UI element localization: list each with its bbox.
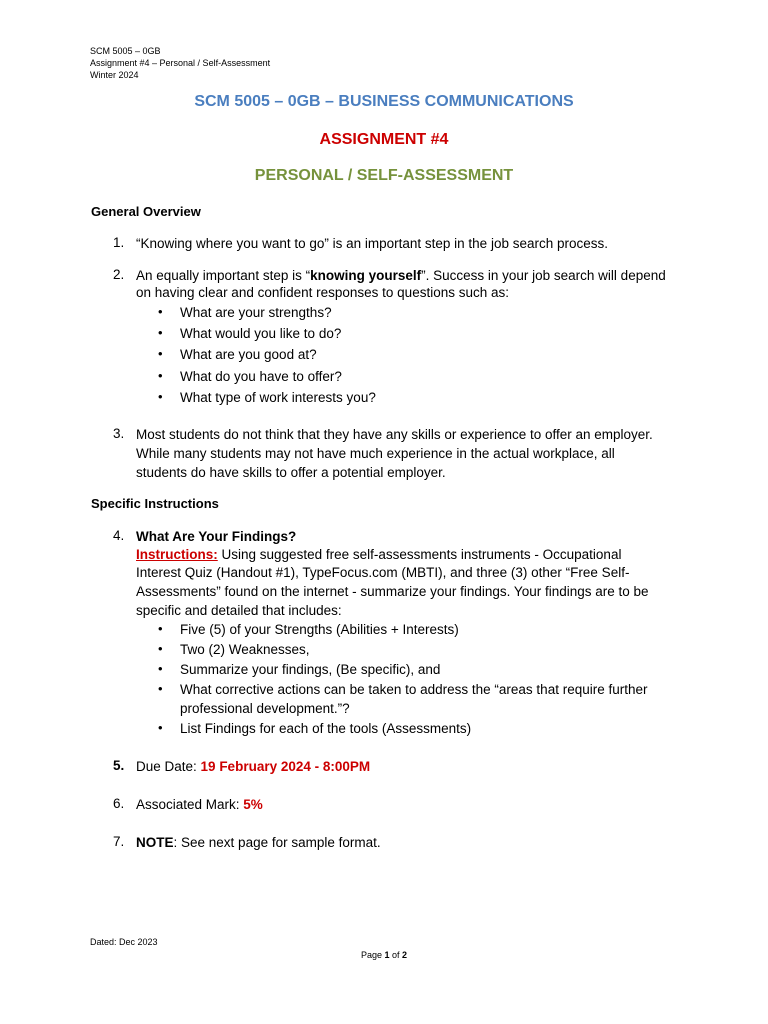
page-of: of bbox=[389, 950, 403, 960]
note bbox=[136, 833, 696, 852]
item-4-instructions bbox=[136, 545, 696, 564]
due-date-value: 19 February 2024 - 8:00PM bbox=[200, 759, 371, 774]
item-2-text-line2: on having clear and confident responses to questions such as: bbox=[136, 285, 509, 300]
bullet-icon: • bbox=[158, 641, 163, 656]
item-3-line: While many students may not have much experience in the actual workplace, all bbox=[136, 446, 615, 461]
header-assignment: Assignment #4 – Personal / Self-Assessment bbox=[90, 58, 271, 68]
page-current: 1 bbox=[384, 950, 390, 960]
section-general-overview: General Overview bbox=[91, 204, 201, 219]
item-4-line: specific and detailed that includes: bbox=[136, 603, 342, 618]
bullet-icon: • bbox=[158, 661, 163, 676]
item-2-text-post: ”. Success in your job search will depend bbox=[421, 268, 666, 283]
bullet-icon: • bbox=[158, 325, 163, 340]
item-3-line: students do have skills to offer a potential employer. bbox=[136, 465, 446, 480]
item-number: 2. bbox=[113, 267, 125, 282]
list-item: List Findings for each of the tools (Assessments) bbox=[180, 721, 472, 736]
list-item: What do you have to offer? bbox=[180, 369, 342, 384]
item-number: 3. bbox=[113, 426, 125, 441]
item-2-bold: knowing yourself bbox=[310, 268, 422, 283]
bullet-icon: • bbox=[158, 346, 163, 361]
list-item: What type of work interests you? bbox=[180, 390, 376, 405]
item-number: 7. bbox=[113, 834, 125, 849]
item-number: 1. bbox=[113, 235, 125, 250]
list-item: What corrective actions can be taken to address the “areas that require further bbox=[180, 682, 648, 697]
footer-page-number bbox=[0, 950, 768, 960]
associated-mark-label: Associated Mark: bbox=[136, 797, 244, 812]
bullet-icon: • bbox=[158, 621, 163, 636]
associated-mark-value: 5% bbox=[243, 797, 263, 812]
bullet-icon: • bbox=[158, 720, 163, 735]
page-total: 2 bbox=[402, 950, 408, 960]
bullet-icon: • bbox=[158, 389, 163, 404]
list-item: What are you good at? bbox=[180, 347, 317, 362]
list-item: What are your strengths? bbox=[180, 305, 332, 320]
item-number: 5. bbox=[113, 758, 125, 773]
item-1-text: “Knowing where you want to go” is an important step in the job search process. bbox=[136, 236, 608, 251]
item-2-text-pre: An equally important step is “ bbox=[136, 268, 311, 283]
header-course-code: SCM 5005 – 0GB bbox=[90, 46, 161, 56]
list-item: Two (2) Weaknesses, bbox=[180, 642, 310, 657]
list-item: What would you like to do? bbox=[180, 326, 342, 341]
instructions-label: Instructions: bbox=[136, 547, 218, 562]
bullet-icon: • bbox=[158, 368, 163, 383]
subject-title: PERSONAL / SELF-ASSESSMENT bbox=[254, 167, 514, 184]
item-4-line: Assessments” found on the internet - summarize your findings. Your findings are to be bbox=[136, 584, 649, 599]
assignment-title: ASSIGNMENT #4 bbox=[319, 131, 449, 148]
due-date-label: Due Date: bbox=[136, 759, 201, 774]
item-3-line: Most students do not think that they have any skills or experience to offer an employer. bbox=[136, 427, 653, 442]
header-term: Winter 2024 bbox=[90, 70, 139, 80]
item-number: 6. bbox=[113, 796, 125, 811]
due-date bbox=[136, 757, 696, 776]
bullet-icon: • bbox=[158, 681, 163, 696]
page-label: Page bbox=[360, 950, 385, 960]
course-title: SCM 5005 – 0GB – BUSINESS COMMUNICATIONS bbox=[194, 93, 574, 110]
list-item: Five (5) of your Strengths (Abilities + Interests) bbox=[180, 622, 459, 637]
note-label: NOTE bbox=[136, 835, 174, 850]
note-text: : See next page for sample format. bbox=[173, 835, 381, 850]
list-item-continuation: professional development.”? bbox=[180, 701, 350, 716]
item-4-heading: What Are Your Findings? bbox=[136, 529, 297, 544]
section-specific-instructions: Specific Instructions bbox=[91, 496, 219, 511]
instructions-text: Using suggested free self-assessments instruments - Occupational bbox=[217, 547, 622, 562]
item-4-line: Interest Quiz (Handout #1), TypeFocus.com (MBTI), and three (3) other “Free Self- bbox=[136, 565, 630, 580]
associated-mark bbox=[136, 795, 696, 814]
item-number: 4. bbox=[113, 528, 125, 543]
footer-dated: Dated: Dec 2023 bbox=[90, 937, 158, 947]
bullet-icon: • bbox=[158, 304, 163, 319]
list-item: Summarize your findings, (Be specific), and bbox=[180, 662, 441, 677]
